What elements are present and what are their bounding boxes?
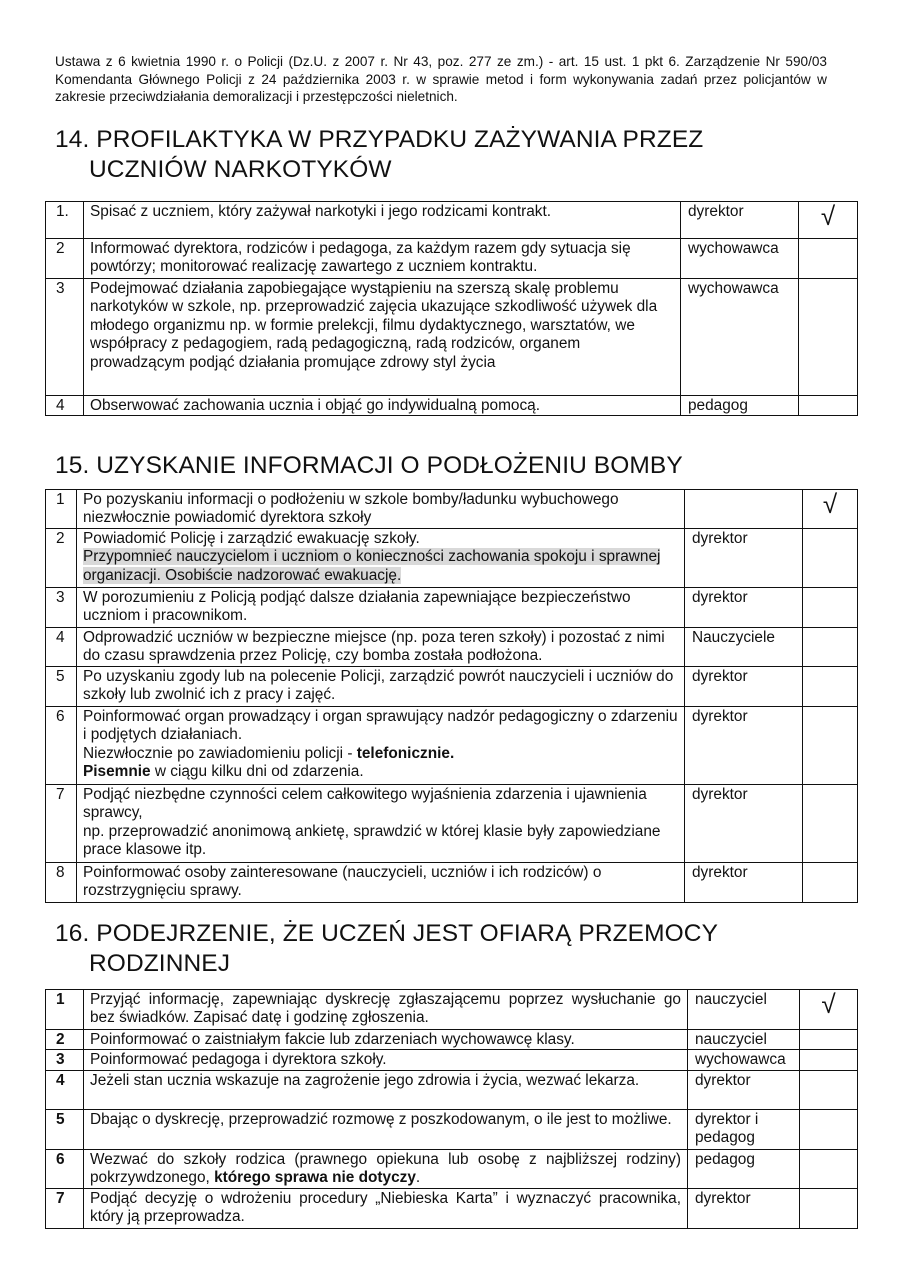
row-action-end: . (415, 1169, 421, 1187)
table-row (46, 279, 858, 396)
check-cell (799, 279, 858, 396)
check-mark: √ (800, 990, 858, 1030)
row-number: 4 (46, 628, 77, 667)
row-responsible: dyrektor (685, 863, 803, 903)
table-row (46, 529, 858, 588)
row-responsible: pedagog (688, 1149, 800, 1188)
row-action-line2: Niezwłocznie po zawiadomieniu policji - (83, 744, 357, 762)
row-responsible: nauczyciel (688, 1030, 800, 1050)
row-action-text: Powiadomić Policję i zarządzić ewakuację szkoły. (83, 530, 420, 547)
row-responsible (685, 490, 803, 529)
row-responsible: dyrektor i pedagog (688, 1109, 800, 1149)
table-row (46, 1149, 858, 1188)
row-responsible: dyrektor (681, 202, 799, 239)
row-action: Podejmować działania zapobiegające wystąpieniu na szerszą skalę problemu narkotyków w szkole, np. przeprowadzić zajęcia ukazujące szkodliwość używek dla młodego organizmu np. w formie prelekcji, filmu dydaktycznego, warsztatów, we współpracy z pedagogiem, radą pedagogiczną, radą rodziców, organem prowadzącym podjąć działania promujące zdrowy styl życia (84, 279, 681, 396)
row-action: Spisać z uczniem, który zażywał narkotyki i jego rodzicami kontrakt. (84, 202, 681, 239)
highlighted-instruction: Przypomnieć nauczycielom i uczniom o konieczności zachowania spokoju i sprawnej organizacji. Osobiście nadzorować ewakuację. (83, 548, 661, 584)
table-row (46, 396, 858, 416)
legal-basis-paragraph: Ustawa z 6 kwietnia 1990 r. o Policji (Dz.U. z 2007 r. Nr 43, poz. 277 ze zm.) - art. 15 ust. 1 pkt 6. Zarządzenie Nr 590/03 Komendanta Głównego Policji z 24 października 2003 r. w sprawie metod i form wykonywania zadań przez policjantów w zakresie przeciwdziałania demoralizacji i przestępczości nieletnich. (55, 54, 827, 104)
check-cell (803, 785, 858, 863)
row-responsible: wychowawca (681, 279, 799, 396)
row-responsible: dyrektor (685, 667, 803, 707)
row-action: Jeżeli stan ucznia wskazuje na zagrożenie jego zdrowia i życia, wezwać lekarza. (84, 1070, 688, 1109)
row-action: Podjąć decyzję o wdrożeniu procedury „Niebieska Karta” i wyznaczyć pracownika, który ją przeprowadza. (84, 1188, 688, 1228)
check-mark: √ (799, 202, 858, 239)
section-14-table (45, 201, 858, 416)
row-number: 4 (46, 1070, 84, 1109)
row-action-line2: np. przeprowadzić anonimową ankietę, sprawdzić w której klasie były zapowiedziane prace klasowe itp. (83, 822, 661, 859)
row-action (77, 785, 685, 863)
row-responsible: dyrektor (685, 707, 803, 785)
row-action-line2-bold: telefonicznie. (356, 744, 455, 762)
row-number: 2 (46, 239, 84, 279)
row-responsible: dyrektor (688, 1188, 800, 1228)
row-action-line3-bold: Pisemnie (83, 763, 151, 781)
section-14-title-line2: UCZNIÓW NARKOTYKÓW (89, 156, 392, 183)
row-responsible: dyrektor (685, 529, 803, 588)
row-responsible: dyrektor (685, 785, 803, 863)
row-action: Odprowadzić uczniów w bezpieczne miejsce (np. poza teren szkoły) i pozostać z nimi do czasu sprawdzenia przez Policję, czy bomba została podłożona. (77, 628, 685, 667)
check-cell (803, 707, 858, 785)
row-action (77, 529, 685, 588)
check-cell (800, 1149, 858, 1188)
check-cell (800, 1109, 858, 1149)
table-row (46, 785, 858, 863)
section-16-title-line2: RODZINNEJ (89, 950, 231, 977)
row-action: Poinformować pedagoga i dyrektora szkoły. (84, 1050, 688, 1070)
row-action: Poinformować osoby zainteresowane (nauczycieli, uczniów i ich rodziców) o rozstrzygnięciu sprawy. (77, 863, 685, 903)
table-row (46, 490, 858, 529)
row-action (84, 1149, 688, 1188)
check-cell (803, 588, 858, 628)
table-row (46, 239, 858, 279)
table-row (46, 202, 858, 239)
section-14-heading (55, 125, 703, 185)
row-action-text: Podjąć niezbędne czynności celem całkowitego wyjaśnienia zdarzenia i ujawnienia sprawcy, (83, 786, 647, 822)
check-cell (803, 628, 858, 667)
row-action (77, 707, 685, 785)
row-action: Dbając o dyskrecję, przeprowadzić rozmowę z poszkodowanym, o ile jest to możliwe. (84, 1109, 688, 1149)
row-responsible: pedagog (681, 396, 799, 416)
section-15-table (45, 489, 858, 903)
check-cell (800, 1050, 858, 1070)
row-number: 1 (46, 490, 77, 529)
row-action: Informować dyrektora, rodziców i pedagoga, za każdym razem gdy sytuacja się powtórzy; monitorować realizację zawartego z uczniem kontraktu. (84, 239, 681, 279)
check-cell (803, 529, 858, 588)
check-cell (800, 1030, 858, 1050)
table-row (46, 1109, 858, 1149)
table-row (46, 863, 858, 903)
row-number: 4 (46, 396, 84, 416)
row-action-text: Poinformować organ prowadzący i organ sprawujący nadzór pedagogiczny o zdarzeniu i podjętych działaniach. (83, 708, 678, 744)
check-cell (803, 863, 858, 903)
row-number: 5 (46, 1109, 84, 1149)
row-responsible: wychowawca (681, 239, 799, 279)
check-cell (800, 1070, 858, 1109)
row-number: 3 (46, 588, 77, 628)
section-16-table (45, 989, 858, 1229)
row-number: 2 (46, 529, 77, 588)
section-15-heading: 15. UZYSKANIE INFORMACJI O PODŁOŻENIU BOMBY (55, 452, 683, 479)
row-responsible: dyrektor (685, 588, 803, 628)
row-action: Po uzyskaniu zgody lub na polecenie Policji, zarządzić powrót nauczycieli i uczniów do szkoły lub zwolnić ich z pracy i zajęć. (77, 667, 685, 707)
row-responsible: wychowawca (688, 1050, 800, 1070)
row-action: Po pozyskaniu informacji o podłożeniu w szkole bomby/ładunku wybuchowego niezwłocznie powiadomić dyrektora szkoły (77, 490, 685, 529)
row-action: Obserwować zachowania ucznia i objąć go indywidualną pomocą. (84, 396, 681, 416)
table-row (46, 588, 858, 628)
table-row (46, 1050, 858, 1070)
table-row (46, 707, 858, 785)
row-action-line3: w ciągu kilku dni od zdarzenia. (150, 763, 364, 781)
row-number: 3 (46, 1050, 84, 1070)
row-number: 6 (46, 707, 77, 785)
row-responsible: dyrektor (688, 1070, 800, 1109)
check-cell (800, 1188, 858, 1228)
check-mark: √ (803, 490, 858, 529)
section-16-heading (55, 919, 718, 979)
table-row (46, 628, 858, 667)
row-number: 7 (46, 1188, 84, 1228)
check-cell (803, 667, 858, 707)
row-responsible: nauczyciel (688, 990, 800, 1030)
row-action: W porozumieniu z Policją podjąć dalsze działania zapewniające bezpieczeństwo uczniom i pracownikom. (77, 588, 685, 628)
table-row (46, 667, 858, 707)
row-action-bold: którego sprawa nie dotyczy (214, 1169, 416, 1187)
row-number: 1. (46, 202, 84, 239)
row-number: 7 (46, 785, 77, 863)
check-cell (799, 396, 858, 416)
table-row (46, 1030, 858, 1050)
table-row (46, 1188, 858, 1228)
row-number: 1 (46, 990, 84, 1030)
row-number: 2 (46, 1030, 84, 1050)
section-14-title-line1: 14. PROFILAKTYKA W PRZYPADKU ZAŻYWANIA PRZEZ (55, 126, 704, 153)
row-action-text: Wezwać do szkoły rodzica (prawnego opiekuna lub osobę z najbliższej rodziny) pokrzywdzonego, (90, 1150, 681, 1187)
check-cell (799, 239, 858, 279)
row-number: 3 (46, 279, 84, 396)
row-number: 8 (46, 863, 77, 903)
row-action: Poinformować o zaistniałym fakcie lub zdarzeniach wychowawcę klasy. (84, 1030, 688, 1050)
row-number: 6 (46, 1149, 84, 1188)
table-row (46, 990, 858, 1030)
section-16-title-line1: 16. PODEJRZENIE, ŻE UCZEŃ JEST OFIARĄ PRZEMOCY (55, 920, 719, 947)
row-number: 5 (46, 667, 77, 707)
table-row (46, 1070, 858, 1109)
row-responsible: Nauczyciele (685, 628, 803, 667)
row-action: Przyjąć informację, zapewniając dyskrecję zgłaszającemu poprzez wysłuchanie go bez świadków. Zapisać datę i godzinę zgłoszenia. (84, 990, 688, 1030)
